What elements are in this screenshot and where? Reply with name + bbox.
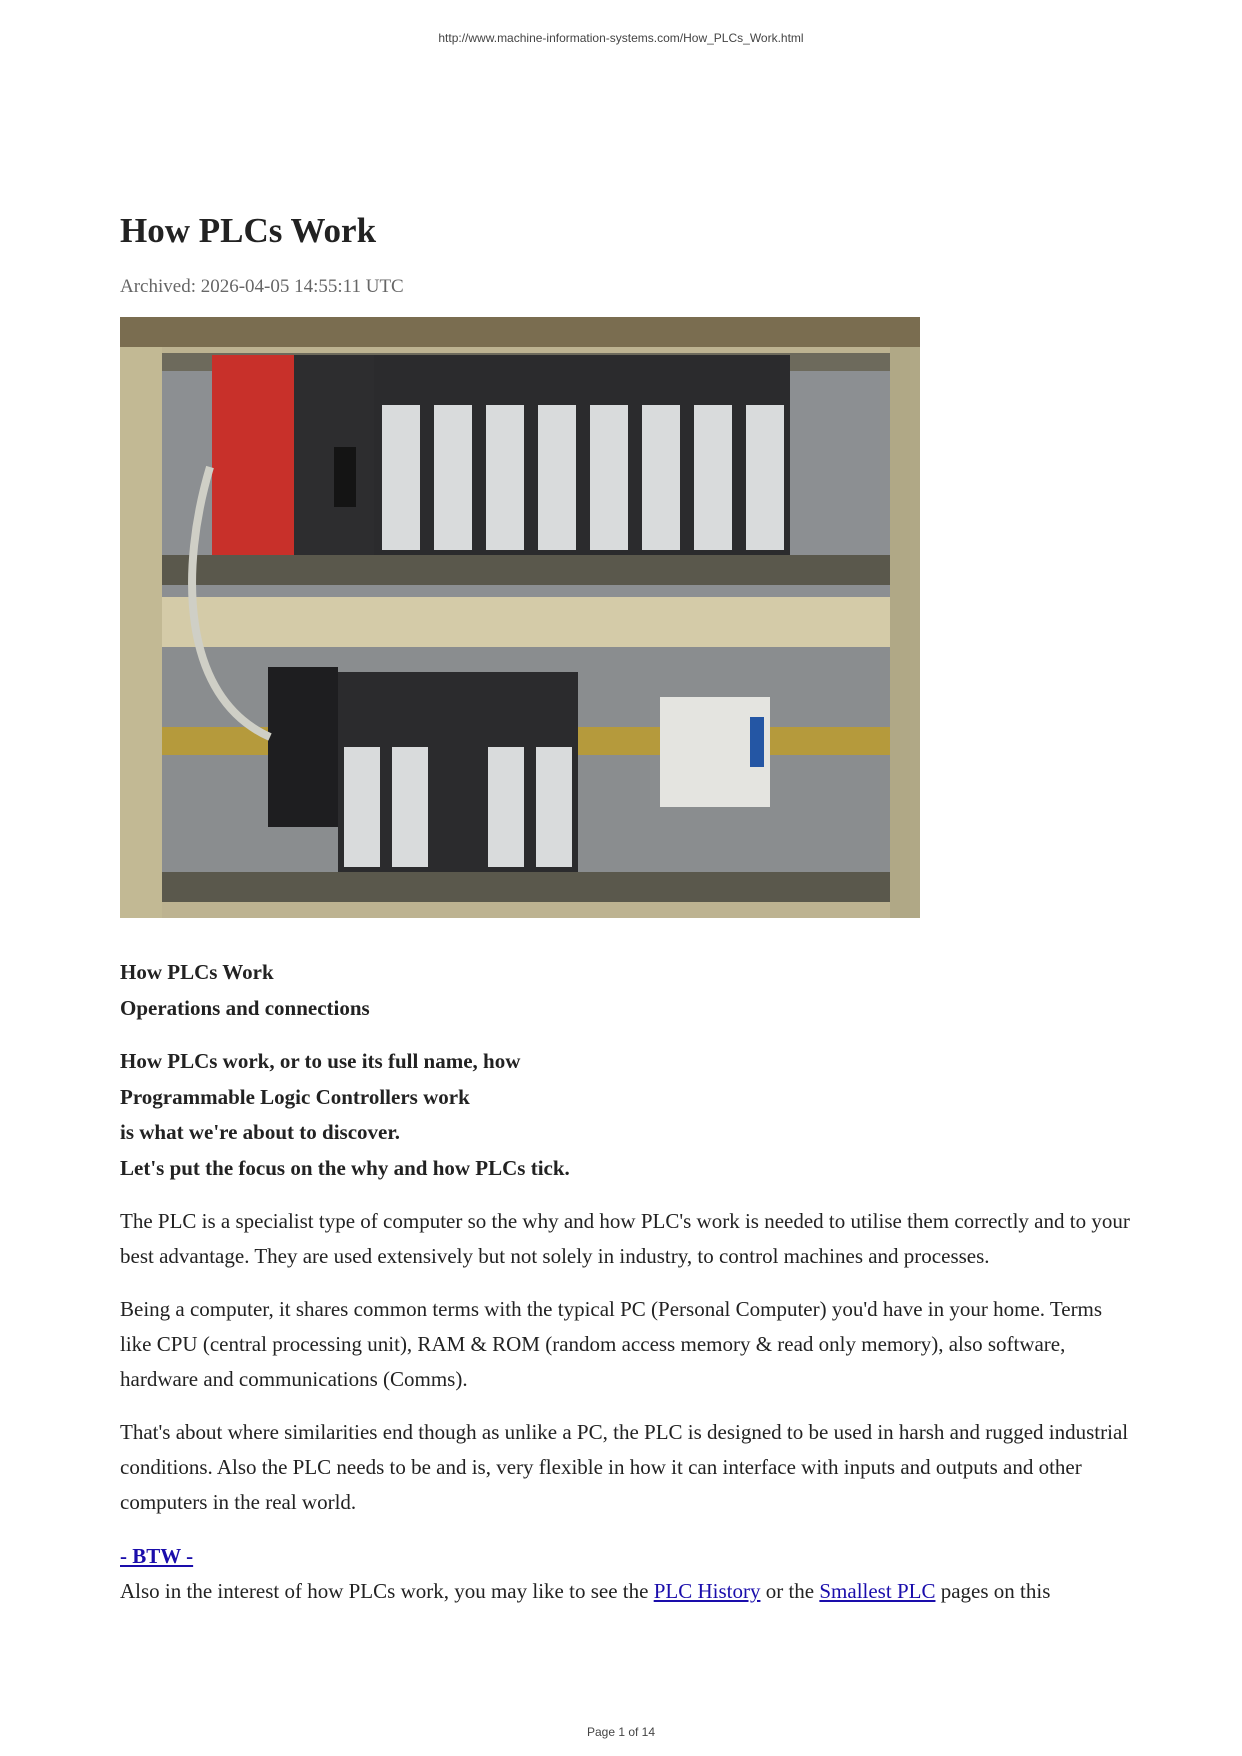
article <box>120 210 1130 1609</box>
page-url: http://www.machine-information-systems.com/How_PLCs_Work.html <box>438 31 804 45</box>
text-fragment: or the <box>760 1579 820 1603</box>
text-fragment: pages on this <box>935 1579 1051 1603</box>
lead-line: Let's put the focus on the why and how PLCs tick. <box>120 1155 570 1180</box>
page-title: How PLCs Work <box>120 211 377 250</box>
smallest-plc-link[interactable]: Smallest PLC <box>819 1579 936 1603</box>
plc-rack-photo <box>120 317 920 918</box>
paragraph: Being a computer, it shares common terms with the typical PC (Personal Computer) you'd have in your home. Terms like CPU (central processing unit), RAM & ROM (random access memory & read only memory), also software, hardware and communications (Comms). <box>120 1297 1103 1391</box>
paragraph: That's about where similarities end though as unlike a PC, the PLC is designed to be used in harsh and rugged industrial conditions. Also the PLC needs to be and is, very flexible in how it can interface with inputs and outputs and other computers in the real world. <box>120 1420 1129 1514</box>
paragraph: The PLC is a specialist type of computer so the why and how PLC's work is needed to utilise them correctly and to your best advantage. They are used extensively but not solely in industry, to control machines and processes. <box>120 1209 1130 1268</box>
lead-line: is what we're about to discover. <box>120 1120 400 1144</box>
plc-rack-illustration <box>120 317 920 918</box>
btw-heading <box>120 1539 1130 1574</box>
paragraph-last <box>120 1574 1130 1609</box>
page-number: Page 1 of 14 <box>586 1725 656 1739</box>
subheading-block <box>120 954 1130 1026</box>
text-fragment: Also in the interest of how PLCs work, you may like to see the <box>120 1579 654 1603</box>
plc-history-link[interactable]: PLC History <box>653 1579 761 1603</box>
subheading-title: How PLCs Work <box>120 960 274 984</box>
btw-link[interactable]: - BTW - <box>120 1544 194 1568</box>
lead-line: Programmable Logic Controllers work <box>120 1084 470 1109</box>
archived-timestamp: Archived: 2026-04-05 14:55:11 UTC <box>120 276 404 297</box>
lead-line: How PLCs work, or to use its full name, how <box>120 1049 521 1073</box>
lead-text <box>120 1044 1130 1186</box>
subheading-subtitle: Operations and connections <box>120 996 370 1020</box>
